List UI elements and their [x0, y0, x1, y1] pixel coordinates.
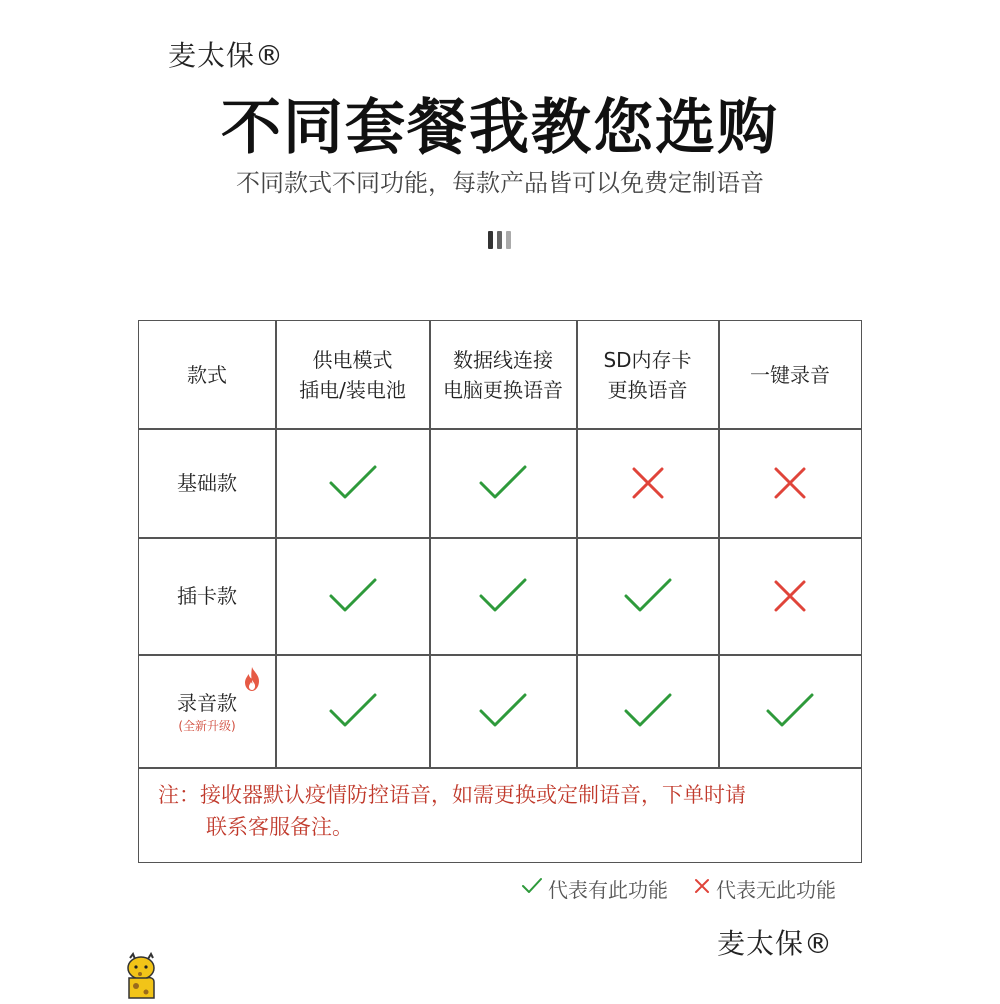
- divider-bars-icon: [488, 231, 518, 249]
- cross-icon: [692, 876, 716, 901]
- legend: [520, 874, 860, 903]
- row-card-feature-2: [430, 538, 576, 654]
- row-record-label: 录音款: [177, 691, 237, 715]
- header-style: 款式: [187, 362, 227, 387]
- row-record-feature-1: [276, 655, 429, 767]
- row-card-feature-4: [719, 538, 861, 654]
- header-sd-card: [577, 321, 718, 428]
- footnote-line2: 联系客服备注。: [206, 815, 353, 839]
- header-power-mode-line2: 插电/装电池: [299, 377, 406, 402]
- header-sd-card-line1: SD内存卡: [603, 347, 692, 372]
- header-usb-connect: [430, 321, 576, 428]
- check-icon: [764, 691, 816, 731]
- page-headline: 不同套餐我教您选购: [221, 93, 779, 163]
- footnote-line1: 注：接收器默认疫情防控语音，如需更换或定制语音，下单时请: [158, 783, 746, 807]
- check-icon: [622, 576, 674, 616]
- row-basic-feature-2: [430, 429, 576, 537]
- check-icon: [327, 463, 379, 503]
- cross-icon: [772, 578, 808, 614]
- check-icon: [327, 691, 379, 731]
- legend-none: [692, 874, 836, 903]
- brand-logo-top: 麦太保®: [168, 39, 285, 72]
- flame-icon: [241, 666, 263, 700]
- check-icon: [477, 576, 529, 616]
- header-sd-card-line2: 更换语音: [607, 377, 688, 402]
- row-basic-feature-1: [276, 429, 429, 537]
- header-power-mode-line1: 供电模式: [312, 347, 393, 372]
- check-icon: [327, 576, 379, 616]
- legend-has-label: 代表有此功能: [548, 878, 668, 902]
- giraffe-mascot-icon: [120, 952, 164, 1004]
- footnote: [158, 779, 848, 843]
- row-record-feature-3: [577, 655, 718, 767]
- check-icon: [477, 691, 529, 731]
- row-basic-name: 基础款: [177, 471, 237, 495]
- check-icon: [520, 876, 548, 901]
- row-record-feature-2: [430, 655, 576, 767]
- brand-logo-bottom: 麦太保®: [717, 927, 834, 960]
- check-icon: [622, 691, 674, 731]
- row-record-name: [139, 655, 275, 767]
- legend-none-label: 代表无此功能: [716, 878, 836, 902]
- page-subheadline: 不同款式不同功能，每款产品皆可以免费定制语音: [236, 169, 764, 197]
- row-record-feature-4: [719, 655, 861, 767]
- row-card-feature-1: [276, 538, 429, 654]
- cross-icon: [772, 465, 808, 501]
- header-one-key-record: 一键录音: [750, 362, 830, 387]
- check-icon: [477, 463, 529, 503]
- header-usb-connect-line2: 电脑更换语音: [443, 377, 563, 402]
- header-usb-connect-line1: 数据线连接: [453, 347, 553, 372]
- row-card-name: 插卡款: [177, 584, 237, 608]
- row-basic-feature-3: [577, 429, 718, 537]
- row-card-feature-3: [577, 538, 718, 654]
- cross-icon: [630, 465, 666, 501]
- legend-has: [520, 874, 668, 903]
- header-power-mode: [276, 321, 429, 428]
- row-basic-feature-4: [719, 429, 861, 537]
- row-record-sublabel: (全新升级): [178, 719, 236, 733]
